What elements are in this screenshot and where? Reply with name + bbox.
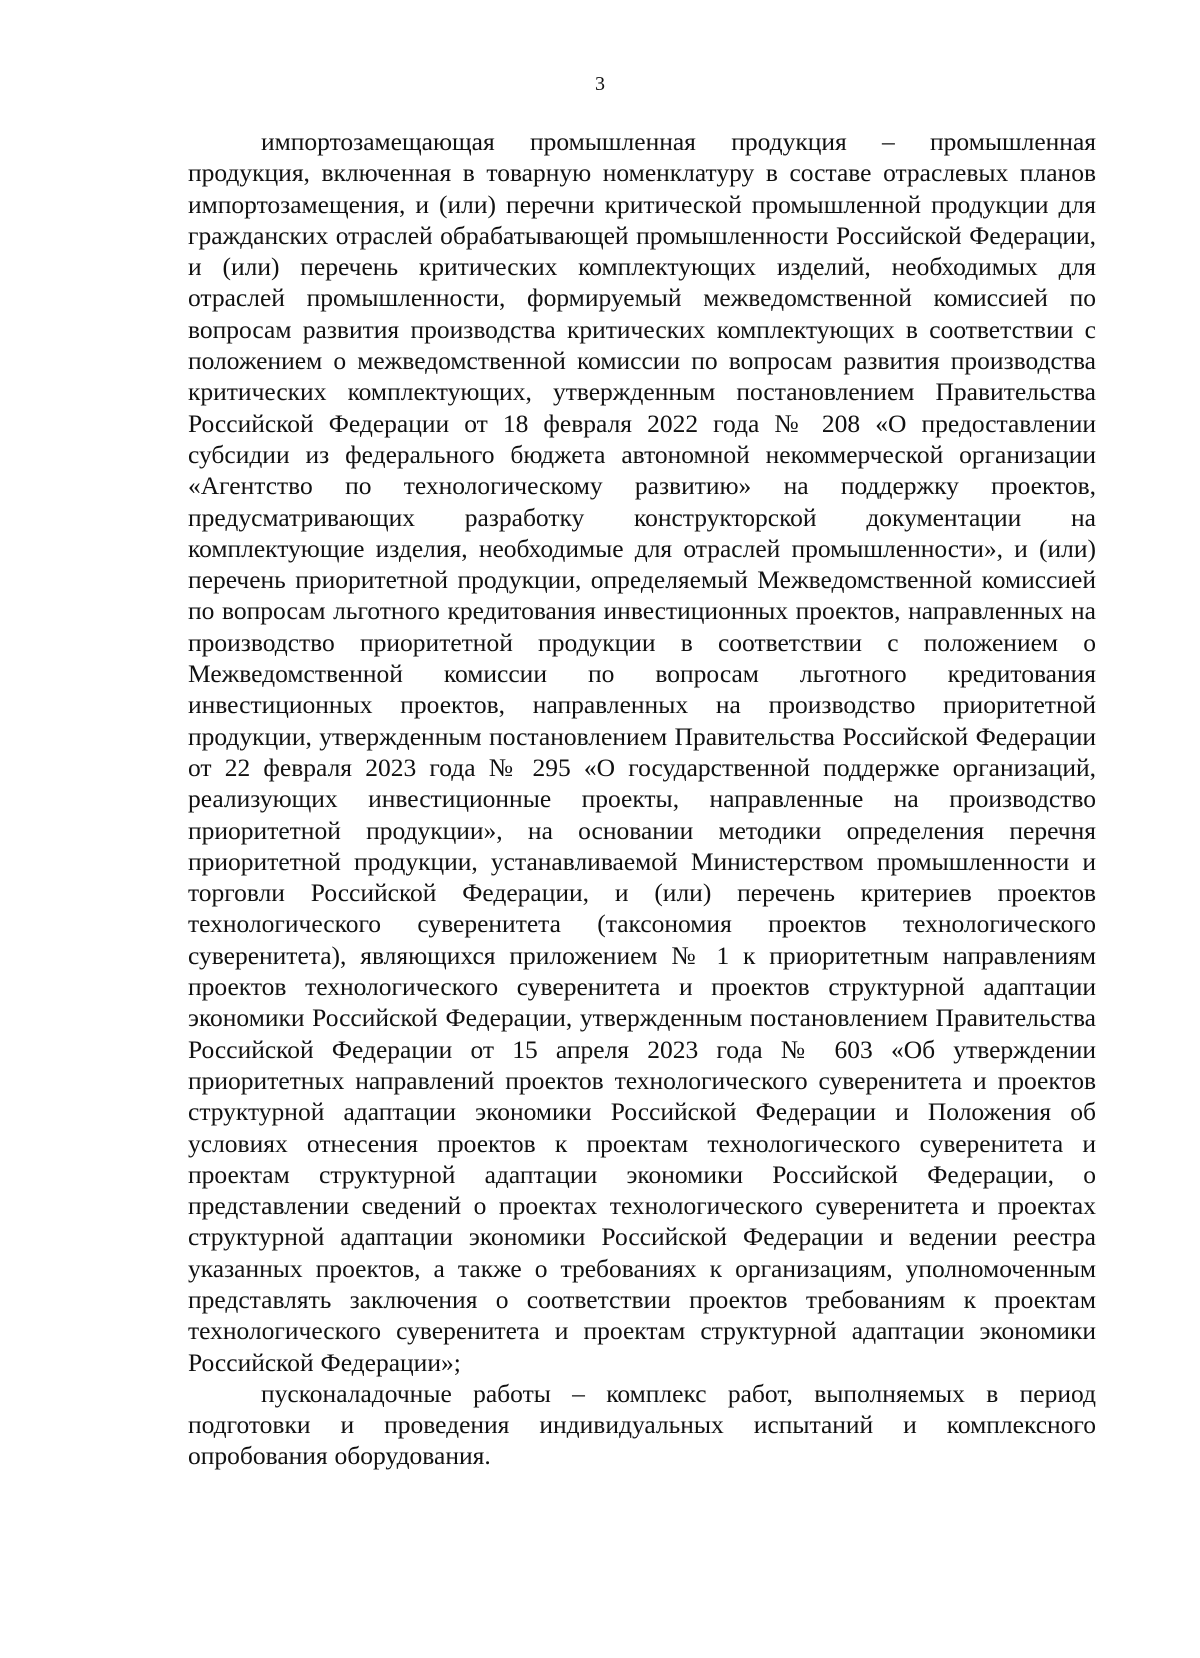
paragraph-commissioning-works-definition: пусконаладочные работы – комплекс работ, выполняемых в период подготовки и проведения индивидуальных испытаний и комплексного опробования оборудования. <box>188 1378 1096 1471</box>
paragraph-import-substitution-definition: импортозамещающая промышленная продукция – промышленная продукция, включенная в товарную номенклатуру в составе отраслевых планов импортозамещения, и (или) перечни критической промышленной продукции для гражданских отраслей обрабатывающей промышленности Российской Федерации, и (или) перечень критических комплектующих изделий, необходимых для отраслей промышленности, формируемый межведомственной комиссией по вопросам развития производства критических комплектующих в соответствии с положением о межведомственной комиссии по вопросам развития производства критических комплектующих, утвержденным постановлением Правительства Российской Федерации от 18 февраля 2022 года № 208 «О предоставлении субсидии из федерального бюджета автономной некоммерческой организации «Агентство по технологическому развитию» на поддержку проектов, предусматривающих разработку конструкторской документации на комплектующие изделия, необходимые для отраслей промышленности», и (или) перечень приоритетной продукции, определяемый Межведомственной комиссией по вопросам льготного кредитования инвестиционных проектов, направленных на производство приоритетной продукции в соответствии с положением о Межведомственной комиссии по вопросам льготного кредитования инвестиционных проектов, направленных на производство приоритетной продукции, утвержденным постановлением Правительства Российской Федерации от 22 февраля 2023 года № 295 «О государственной поддержке организаций, реализующих инвестиционные проекты, направленные на производство приоритетной продукции», на основании методики определения перечня приоритетной продукции, устанавливаемой Министерством промышленности и торговли Российской Федерации, и (или) перечень критериев проектов технологического суверенитета (таксономия проектов технологического суверенитета), являющихся приложением № 1 к приоритетным направлениям проектов технологического суверенитета и проектов структурной адаптации экономики Российской Федерации, утвержденным постановлением Правительства Российской Федерации от 15 апреля 2023 года № 603 «Об утверждении приоритетных направлений проектов технологического суверенитета и проектов структурной адаптации экономики Российской Федерации и Положения об условиях отнесения проектов к проектам технологического суверенитета и проектам структурной адаптации экономики Российской Федерации, о представлении сведений о проектах технологического суверенитета и проектах структурной адаптации экономики Российской Федерации и ведении реестра указанных проектов, а также о требованиях к организациям, уполномоченным представлять заключения о соответствии проектов требованиям к проектам технологического суверенитета и проектам структурной адаптации экономики Российской Федерации»; <box>188 127 1096 1377</box>
page-number: 3 <box>595 73 605 95</box>
document-body <box>188 126 1096 1472</box>
